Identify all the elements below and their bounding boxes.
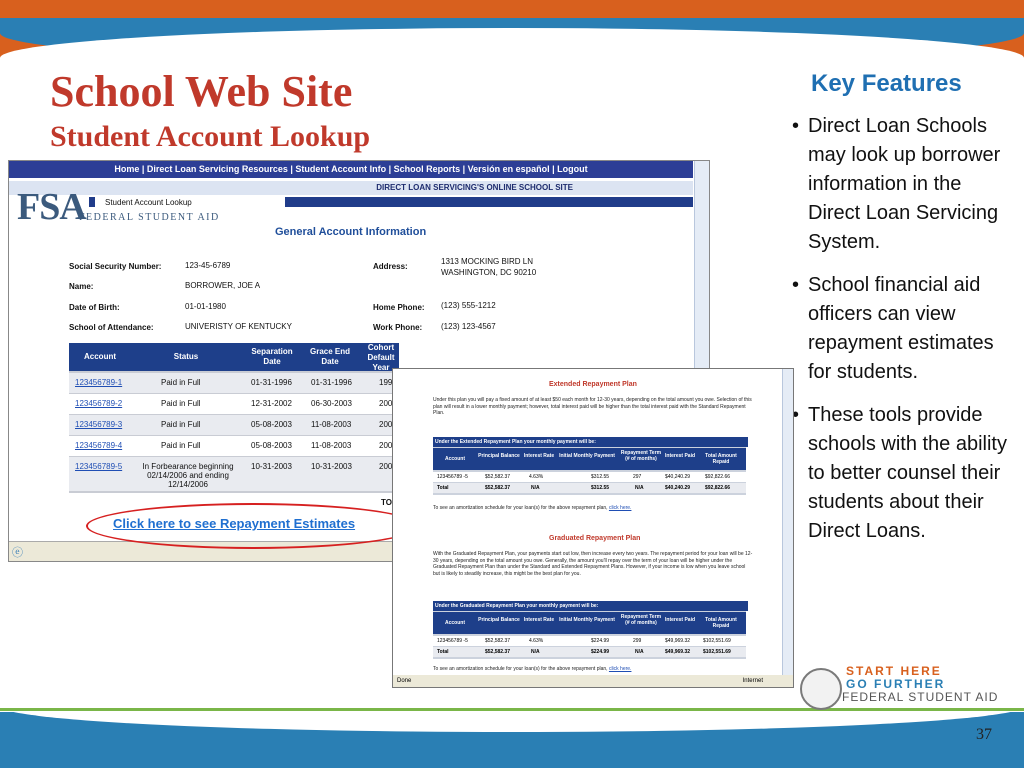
account-link[interactable]: 123456789-1 (75, 378, 123, 387)
status-zone: Internet (742, 678, 763, 684)
col-account: Account (445, 456, 465, 462)
extended-plan-title: Extended Repayment Plan (549, 381, 637, 388)
slide-subtitle: Student Account Lookup (50, 120, 371, 153)
school-label: School of Attendance: (69, 323, 154, 332)
col-cohort: Cohort Default Year (367, 343, 395, 372)
accounts-table-header (69, 343, 399, 371)
col-total-repaid: Total Amount Repaid (705, 453, 737, 465)
logo-line1: START HERE (846, 664, 942, 678)
row-separation: 05-08-2003 (251, 420, 292, 429)
dob-label: Date of Birth: (69, 303, 120, 312)
table-total-row (433, 647, 746, 657)
col-status: Status (173, 352, 199, 361)
cell: $52,582.37 (485, 474, 511, 480)
cell: $102,551.69 (703, 638, 731, 644)
col-separation: Separation Date (251, 347, 293, 366)
cell: $52,582.37 (485, 638, 511, 644)
graduated-table-caption: Under the Graduated Repayment Plan your monthly payment will be: (433, 601, 748, 611)
cell: Total (437, 649, 449, 655)
extended-plan-table (433, 437, 746, 495)
table-total-row (433, 483, 746, 493)
name-value: BORROWER, JOE A (185, 281, 261, 290)
col-interest-rate: Interest Rate (523, 453, 555, 459)
work-phone-value: (123) 123-4567 (441, 322, 496, 331)
cell: $312.55 (591, 474, 610, 480)
top-navigation[interactable]: Home | Direct Loan Servicing Resources | Student Account Info | School Reports | Versión en español | Logout (9, 161, 693, 178)
row-cohort: 200 (379, 441, 393, 450)
ssn-label: Social Security Number: (69, 262, 162, 271)
cell: N/A (635, 649, 644, 655)
amortization-link[interactable]: click here. (608, 505, 632, 511)
cell: $49,969.32 (665, 649, 691, 655)
col-grace-end: Grace End Date (309, 347, 350, 366)
site-header (9, 181, 693, 195)
extended-table-caption: Under the Extended Repayment Plan your monthly payment will be: (433, 437, 748, 447)
col-initial-payment: Initial Monthly Payment (559, 617, 615, 623)
page-number: 37 (976, 726, 992, 743)
table-row (69, 394, 399, 414)
cell: $40,240.29 (665, 485, 691, 491)
address-line2: WASHINGTON, DC 90210 (441, 268, 537, 277)
col-account: Account (84, 352, 116, 361)
dob-value: 01-01-1980 (185, 302, 226, 311)
amortization-note (433, 505, 631, 511)
key-features-list (788, 112, 1010, 560)
row-cohort: 200 (379, 399, 393, 408)
key-features-title: Key Features (811, 70, 962, 97)
extended-table-header (433, 448, 746, 470)
cell: $92,822.66 (705, 485, 731, 491)
col-interest-paid: Interest Paid (665, 617, 696, 623)
amortization-note (433, 666, 631, 672)
col-interest-rate: Interest Rate (523, 617, 555, 623)
site-header-text: DIRECT LOAN SERVICING'S ONLINE SCHOOL SITE (376, 183, 573, 192)
work-phone-label: Work Phone: (373, 323, 423, 332)
ie-icon: ⓔ (12, 547, 23, 559)
logo-line2: GO FURTHER (846, 677, 946, 691)
col-principal: Principal Balance (478, 617, 520, 623)
cell: $40,240.29 (665, 474, 691, 480)
table-row (433, 636, 746, 646)
table-row (69, 436, 399, 456)
cell: $224.99 (591, 638, 610, 644)
logo-line3: FEDERAL STUDENT AID (842, 690, 999, 704)
row-separation: 01-31-1996 (251, 378, 292, 387)
row-separation: 05-08-2003 (251, 441, 292, 450)
account-link[interactable]: 123456789-5 (75, 462, 123, 471)
fsa-logo: FSA (17, 186, 86, 228)
graduated-plan-table (433, 601, 746, 659)
row-status: Paid in Full (161, 378, 201, 387)
row-grace-end: 06-30-2003 (311, 399, 352, 408)
cell: 4.63% (529, 638, 544, 644)
key-feature-item: • Direct Loan Schools may look up borrower information in the Direct Loan Servicing System. (788, 112, 1010, 257)
status-bar (393, 675, 793, 687)
accounts-table (69, 343, 399, 513)
cell: 4.63% (529, 474, 544, 480)
cell: N/A (635, 485, 644, 491)
col-total-repaid: Total Amount Repaid (705, 617, 737, 629)
row-grace-end: 01-31-1996 (311, 378, 352, 387)
cell: 123456789 -5 (437, 638, 468, 644)
cell: $52,582.37 (485, 485, 511, 491)
ssn-value: 123-45-6789 (185, 261, 231, 270)
row-status: Paid in Full (161, 441, 201, 450)
key-feature-item: • These tools provide schools with the ability to better counsel their students about their Direct Loans. (788, 401, 1010, 546)
amortization-note-text: To see an amortization schedule for your loan(s) for the above repayment plan, (433, 666, 608, 672)
key-feature-item: • School financial aid officers can view repayment estimates for students. (788, 271, 1010, 387)
amortization-link[interactable]: click here. (608, 666, 632, 672)
cell: $312.55 (591, 485, 610, 491)
cell: 297 (633, 474, 642, 480)
graduated-plan-title: Graduated Repayment Plan (549, 535, 641, 542)
row-status: Paid in Full (161, 399, 201, 408)
total-label: TO (381, 498, 392, 507)
school-value: UNIVERISTY OF KENTUCKY (185, 322, 292, 331)
name-label: Name: (69, 282, 94, 291)
row-grace-end: 11-08-2003 (311, 420, 352, 429)
col-interest-paid: Interest Paid (665, 453, 696, 459)
table-row (69, 415, 399, 435)
status-done: Done (397, 678, 412, 684)
cell: $92,822.66 (705, 474, 731, 480)
col-principal: Principal Balance (478, 453, 520, 459)
repayment-estimates-browser (392, 368, 794, 688)
table-row (69, 457, 399, 491)
cell: $224.99 (591, 649, 610, 655)
cell: N/A (531, 485, 540, 491)
extended-plan-description: Under this plan you will pay a fixed amount of at least $50 each month for 12-30 years, depending on the total amount you owe. Selection of this plan will result in a lower monthly payment; however, total interest paid will be higher than the total interest paid with the Standard Repayment Plan. (433, 397, 752, 416)
graduated-table-header (433, 612, 746, 634)
col-account: Account (445, 620, 465, 626)
cell: $52,582.37 (485, 649, 511, 655)
address-label: Address: (373, 262, 408, 271)
cell: 299 (633, 638, 642, 644)
home-phone-value: (123) 555-1212 (441, 301, 496, 310)
row-grace-end: 11-08-2003 (311, 441, 352, 450)
col-term: Repayment Term (# of months) (620, 450, 662, 462)
account-link[interactable]: 123456789-3 (75, 420, 123, 429)
col-initial-payment: Initial Monthly Payment (559, 453, 615, 459)
cell: N/A (531, 649, 540, 655)
agency-name: FEDERAL STUDENT AID (79, 212, 220, 223)
cell: 123456789 -5 (437, 474, 468, 480)
account-link[interactable]: 123456789-2 (75, 399, 123, 408)
table-row (433, 472, 746, 482)
repayment-estimates-link[interactable]: Click here to see Repayment Estimates (113, 516, 356, 531)
graduated-plan-description: With the Graduated Repayment Plan, your payments start out low, then increase every two years. The repayment period for your loan will be 12-30 years, depending on the total amount you owe. Generally, the amount you'll repay over the term of your loan will be higher under the Graduated Repayment Plan than under the Standard and Extended Repayment Plans. However, if your income is low when you leave school but is likely to steadily increase, this might be the best plan for you. (433, 551, 753, 577)
cell: $49,969.32 (665, 638, 691, 644)
row-status: Paid in Full (161, 420, 201, 429)
vertical-scrollbar[interactable] (782, 369, 793, 675)
address-line1: 1313 MOCKING BIRD LN (441, 257, 534, 266)
row-cohort: 200 (379, 462, 393, 471)
row-grace-end: 10-31-2003 (311, 462, 352, 471)
fsa-seal-icon (800, 668, 842, 710)
cell: Total (437, 485, 449, 491)
account-link[interactable]: 123456789-4 (75, 441, 123, 450)
home-phone-label: Home Phone: (373, 303, 425, 312)
amortization-note-text: To see an amortization schedule for your loan(s) for the above repayment plan, (433, 505, 608, 511)
table-row (69, 373, 399, 393)
row-cohort: 199 (379, 378, 393, 387)
col-term: Repayment Term (# of months) (620, 614, 662, 626)
bottom-green-line (0, 708, 1024, 711)
row-status: In Forbearance beginning 02/14/2006 and ending 12/14/2006 (142, 462, 234, 489)
section-title: General Account Information (275, 226, 427, 238)
page-label: Student Account Lookup (95, 197, 285, 209)
row-cohort: 200 (379, 420, 393, 429)
row-separation: 10-31-2003 (251, 462, 292, 471)
slide-title: School Web Site (50, 67, 353, 116)
row-separation: 12-31-2002 (251, 399, 292, 408)
cell: $102,551.69 (703, 649, 731, 655)
